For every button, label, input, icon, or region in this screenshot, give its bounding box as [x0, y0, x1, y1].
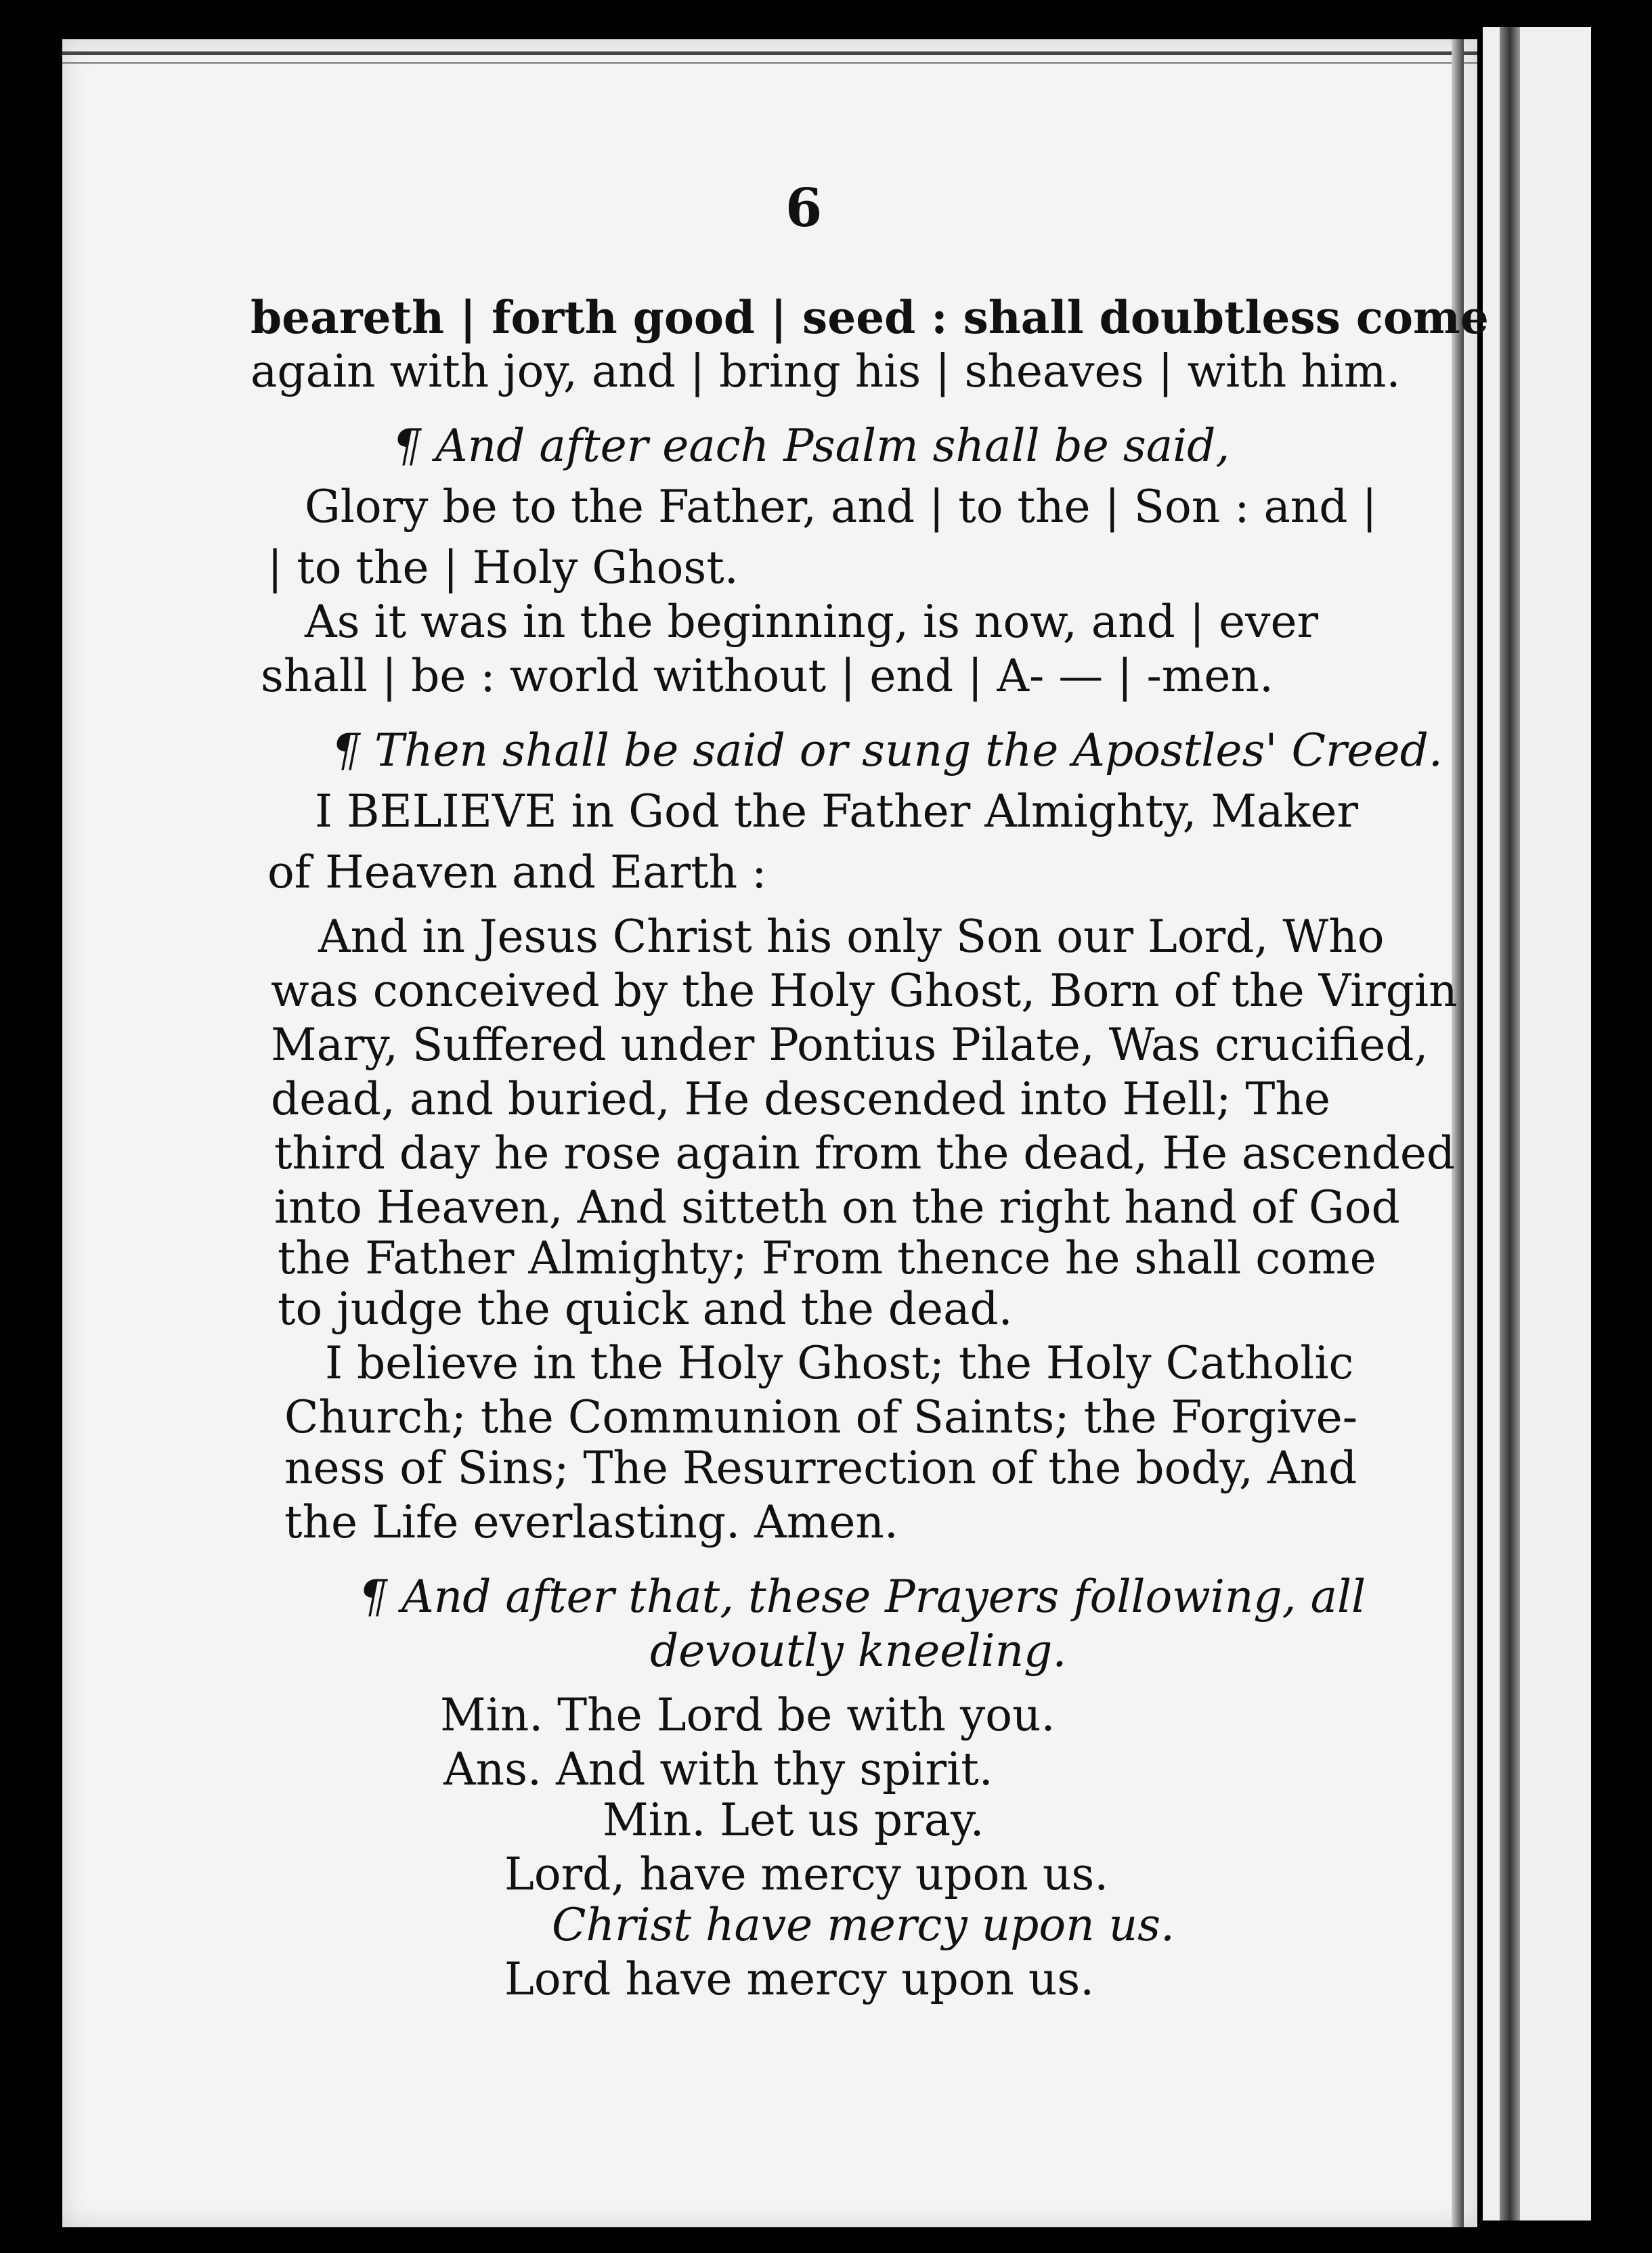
response-line: Min. The Lord be with you. — [440, 1689, 1056, 1741]
text-line: As it was in the beginning, is now, and | ever — [305, 596, 1319, 648]
page-number: 6 — [785, 177, 823, 239]
response-line: Christ have mercy upon us. — [552, 1899, 1175, 1951]
text-line: And in Jesus Christ his only Son our Lord, Who — [318, 911, 1385, 963]
adjacent-page-strip — [1483, 27, 1591, 2221]
text-line: beareth | forth good | seed : shall doubtless come — [251, 291, 1489, 344]
text-line: I BELIEVE in God the Father Almighty, Maker — [315, 785, 1359, 837]
response-line: Lord have mercy upon us. — [504, 1953, 1095, 2005]
text-line: was conceived by the Holy Ghost, Born of the Virgin — [271, 965, 1458, 1017]
text-line: ness of Sins; The Resurrection of the body, And — [284, 1442, 1357, 1494]
rubric-line: devoutly kneeling. — [650, 1625, 1067, 1677]
text-line: again with joy, and | bring his | sheaves | with him. — [251, 345, 1401, 397]
text-line: the Father Almighty; From thence he shall come — [278, 1232, 1376, 1284]
text-line: into Heaven, And sitteth on the right hand of God — [274, 1181, 1400, 1233]
top-rule-thin — [62, 62, 1477, 64]
text-line: dead, and buried, He descended into Hell; The — [271, 1073, 1330, 1125]
response-line: Ans. And with thy spirit. — [443, 1743, 993, 1795]
response-line: Lord, have mercy upon us. — [504, 1848, 1109, 1900]
text-line: shall | be : world without | end | A- — | -men. — [261, 650, 1274, 702]
rubric-line: ¶ Then shall be said or sung the Apostles' Creed. — [332, 724, 1443, 776]
text-line: Church; the Communion of Saints; the Forgive- — [284, 1391, 1358, 1443]
text-line: Mary, Suffered under Pontius Pilate, Was crucified, — [271, 1019, 1429, 1071]
top-rule — [62, 51, 1477, 55]
text-line: I believe in the Holy Ghost; the Holy Catholic — [325, 1337, 1354, 1389]
rubric-line: ¶ And after that, these Prayers following, all — [359, 1571, 1366, 1623]
text-line: of Heaven and Earth : — [267, 846, 767, 898]
text-line: the Life everlasting. Amen. — [284, 1496, 898, 1548]
text-line: | to the | Holy Ghost. — [267, 542, 739, 594]
text-line: to judge the quick and the dead. — [278, 1283, 1013, 1335]
text-line: third day he rose again from the dead, He ascended — [274, 1127, 1456, 1179]
response-line: Min. Let us pray. — [603, 1794, 984, 1846]
binding-gutter — [1500, 27, 1520, 2221]
rubric-line: ¶ And after each Psalm shall be said, — [393, 420, 1230, 472]
text-line: Glory be to the Father, and | to the | Son : and | — [305, 481, 1377, 533]
